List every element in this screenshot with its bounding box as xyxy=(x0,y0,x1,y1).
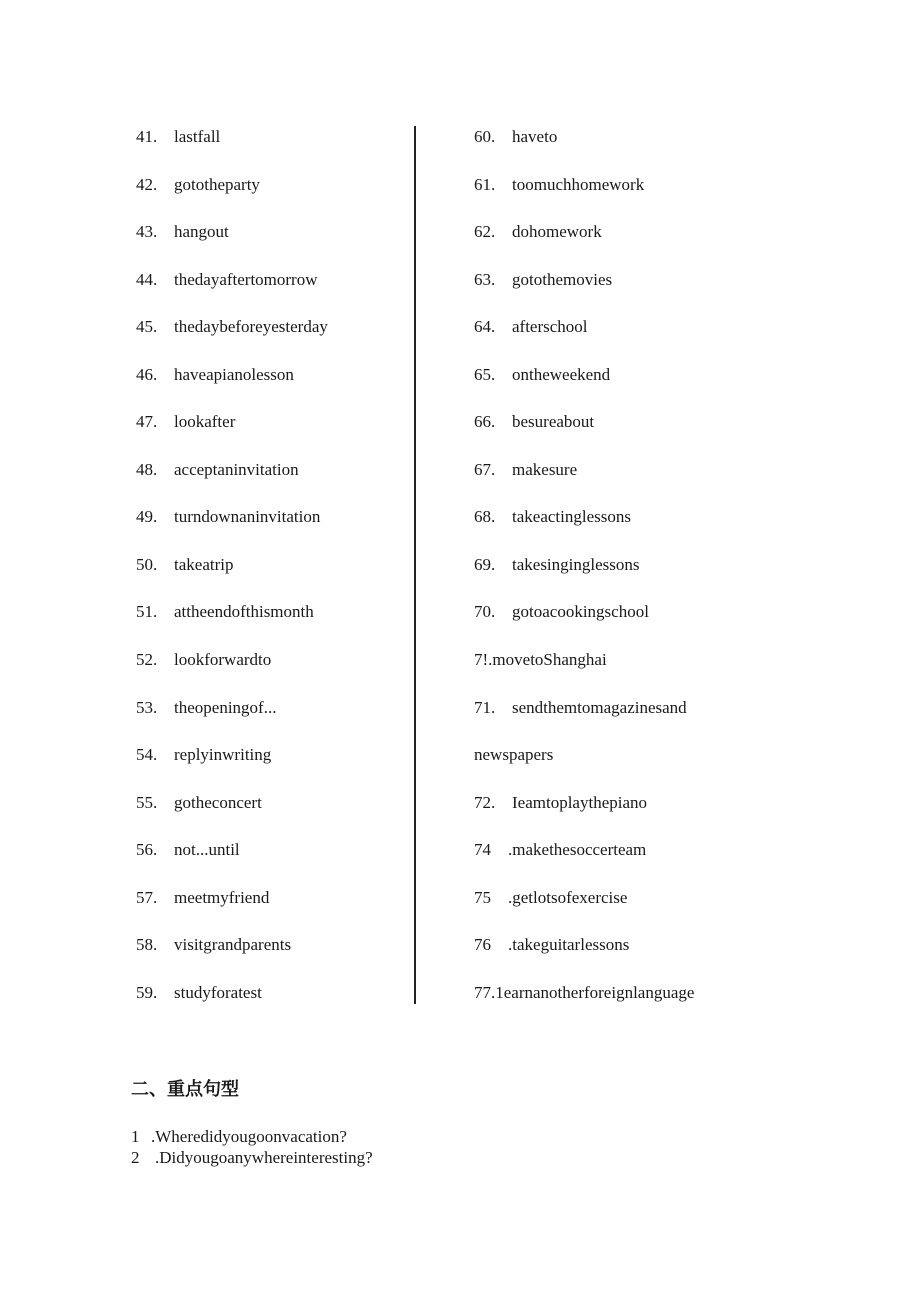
list-item: 64. afterschool xyxy=(474,317,588,337)
list-item: 68. takeactinglessons xyxy=(474,507,631,527)
list-item: 70. gotoacookingschool xyxy=(474,602,649,622)
list-item: 65. ontheweekend xyxy=(474,364,611,384)
list-item: 47. lookafter xyxy=(136,412,236,432)
list-item: 71. sendthemtomagazinesand xyxy=(474,697,687,717)
list-item: 7!.movetoShanghai xyxy=(474,650,607,670)
list-item: 44. thedayaftertomorrow xyxy=(136,269,318,289)
list-item: 75 .getlotsofexercise xyxy=(474,887,628,907)
list-item: 67. makesure xyxy=(474,459,578,479)
list-item: 76 .takeguitarlessons xyxy=(474,935,630,955)
phrase-list-right xyxy=(474,124,894,1027)
list-item: 49. turndownaninvitation xyxy=(136,507,321,527)
list-item: 50. takeatrip xyxy=(136,554,234,574)
list-item: 69. takesinginglessons xyxy=(474,554,640,574)
list-item: 42. gototheparty xyxy=(136,174,260,194)
list-item: 62. dohomework xyxy=(474,222,602,242)
list-item: 48. acceptaninvitation xyxy=(136,459,299,479)
list-item: 55. gotheconcert xyxy=(136,792,262,812)
list-item: 45. thedaybeforeyesterday xyxy=(136,317,328,337)
list-item: 54. replyinwriting xyxy=(136,745,272,765)
list-item: 72. Ieamtoplaythepiano xyxy=(474,792,648,812)
column-divider xyxy=(414,126,416,1004)
list-item: 52. lookforwardto xyxy=(136,650,272,670)
sentence-item: 1 .Wheredidyougoonvacation? xyxy=(131,1127,347,1146)
list-item: 58. visitgrandparents xyxy=(136,935,292,955)
list-item: 61. toomuchhomework xyxy=(474,174,645,194)
list-item: 60. haveto xyxy=(474,127,558,146)
list-item: 51. attheendofthismonth xyxy=(136,602,314,622)
list-item: 56. not...until xyxy=(136,840,240,860)
list-item: 74 .makethesoccerteam xyxy=(474,840,647,860)
list-item: 77.1earnanotherforeignlanguage xyxy=(474,982,695,1002)
phrase-list-left xyxy=(136,124,406,1027)
list-item: 43. hangout xyxy=(136,222,229,242)
list-item: 41. lastfall xyxy=(136,127,221,146)
list-item: 66. besureabout xyxy=(474,412,595,432)
list-item: 59. studyforatest xyxy=(136,982,262,1002)
list-item: 53. theopeningof... xyxy=(136,697,277,717)
key-sentences xyxy=(131,1126,373,1168)
section-title: 二、重点句型 xyxy=(131,1079,239,1100)
list-item: 57. meetmyfriend xyxy=(136,887,270,907)
list-item: newspapers xyxy=(474,745,554,765)
list-item: 46. haveapianolesson xyxy=(136,364,294,384)
sentence-item: 2 .Didyougoanywhereinteresting? xyxy=(131,1148,373,1167)
list-item: 63. gotothemovies xyxy=(474,269,613,289)
